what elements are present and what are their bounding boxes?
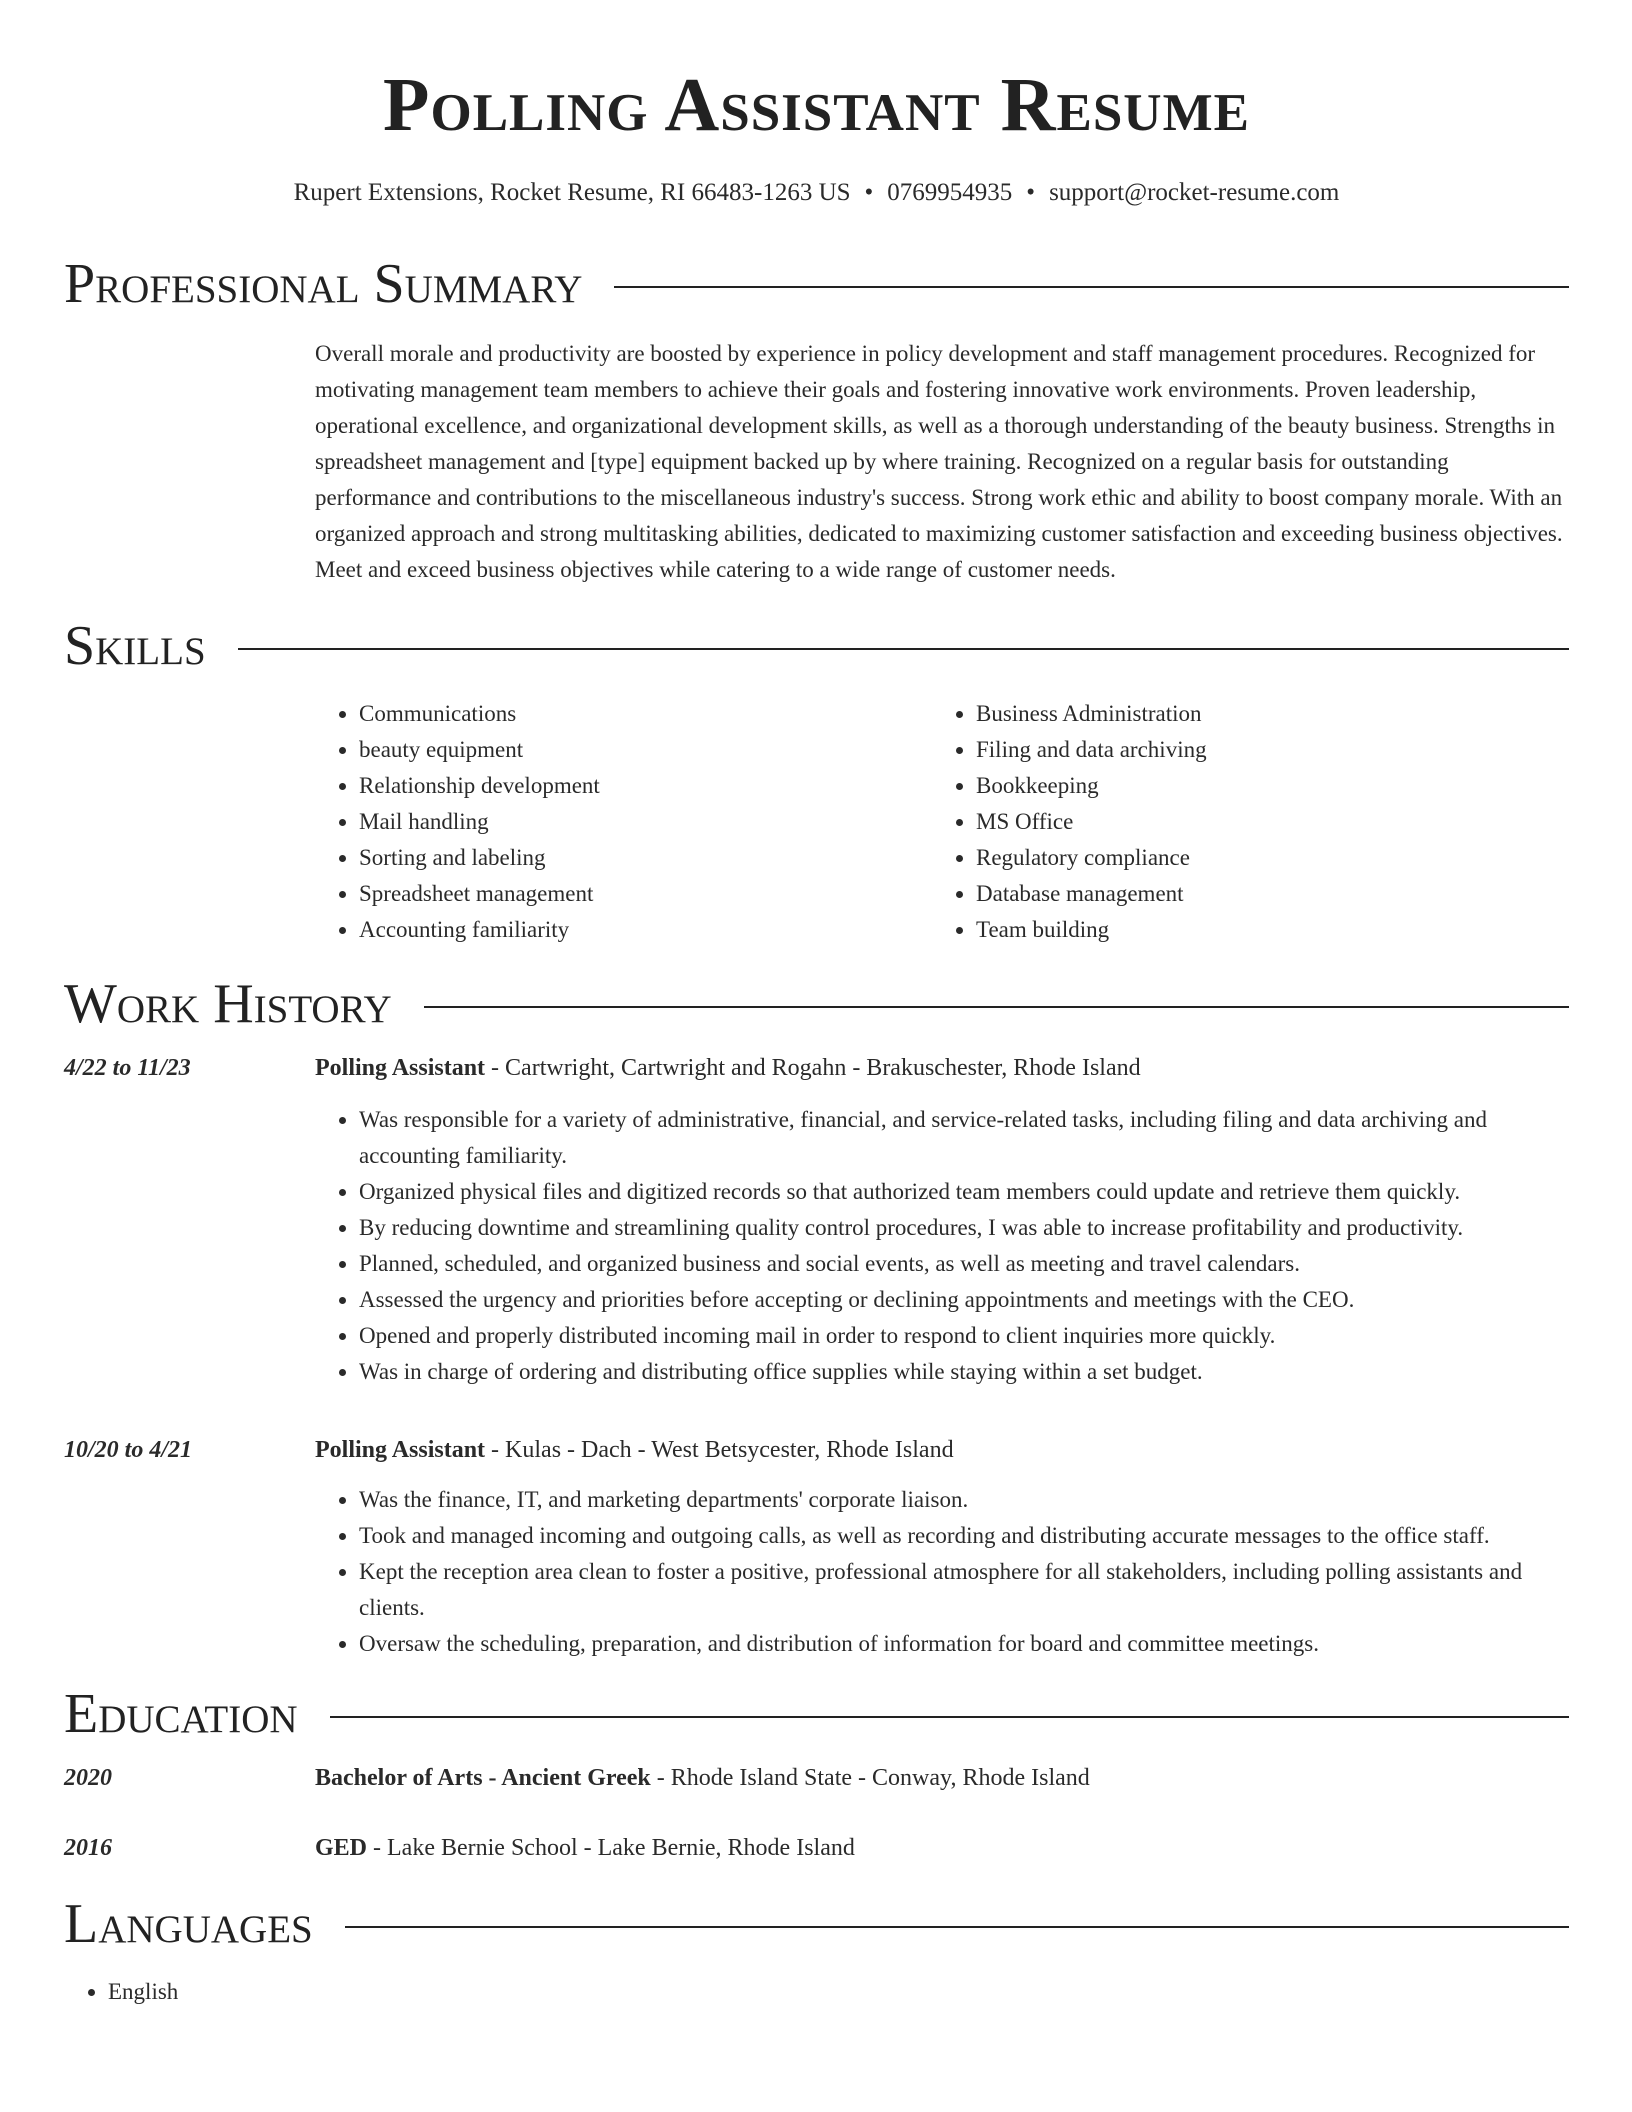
job-entry	[64, 1432, 1569, 1662]
skill-item: • Regulatory compliance	[976, 840, 1549, 876]
education-title: Education	[64, 1683, 298, 1745]
job-bullet: • Assessed the urgency and priorities before accepting or declining appointments and meetings with the CEO.	[359, 1282, 1569, 1318]
contact-address: Rupert Extensions, Rocket Resume, RI 66483-1263 US	[293, 179, 851, 206]
skills-column-right	[932, 696, 1549, 948]
job-bullet: • Opened and properly distributed incoming mail in order to respond to client inquiries more quickly.	[359, 1318, 1569, 1354]
resume-page	[64, 0, 1569, 2010]
skills-title: Skills	[64, 615, 206, 677]
skill-item: • beauty equipment	[359, 732, 932, 768]
job-bullet: • Was responsible for a variety of administrative, financial, and service-related tasks, including filing and data archiving and accounting familiarity.	[359, 1102, 1569, 1174]
skill-item: • Team building	[976, 912, 1549, 948]
skill-item: • Communications	[359, 696, 932, 732]
skill-item: • MS Office	[976, 804, 1549, 840]
job-heading	[315, 1050, 1569, 1086]
section-divider	[330, 1716, 1569, 1718]
contact-separator: •	[1026, 179, 1036, 206]
summary-section-header	[64, 252, 1569, 316]
education-year: 2016	[64, 1835, 112, 1861]
skill-item: • Filing and data archiving	[976, 732, 1549, 768]
education-entry	[64, 1830, 1569, 1866]
skill-item: • Accounting familiarity	[359, 912, 932, 948]
resume-title: Polling Assistant Resume	[383, 63, 1250, 147]
contact-phone: 0769954935	[887, 179, 1013, 206]
job-details: - Kulas - Dach - West Betsycester, Rhode Island	[485, 1437, 954, 1463]
section-divider	[345, 1926, 1569, 1928]
education-details: - Lake Bernie School - Lake Bernie, Rhode Island	[367, 1835, 855, 1861]
job-bullet: • Was the finance, IT, and marketing departments' corporate liaison.	[359, 1482, 1569, 1518]
skill-item: • Relationship development	[359, 768, 932, 804]
job-bullets	[315, 1482, 1569, 1662]
job-bullet: • Organized physical files and digitized records so that authorized team members could update and retrieve them quickly.	[359, 1174, 1569, 1210]
job-bullet: • Kept the reception area clean to foster a positive, professional atmosphere for all stakeholders, including polling assistants and clients.	[359, 1554, 1569, 1626]
job-bullet: • Planned, scheduled, and organized business and social events, as well as meeting and travel calendars.	[359, 1246, 1569, 1282]
education-year: 2020	[64, 1765, 112, 1791]
education-entry	[64, 1760, 1569, 1796]
skill-item: • Database management	[976, 876, 1549, 912]
job-role: Polling Assistant	[315, 1437, 486, 1463]
section-divider	[614, 286, 1569, 288]
job-bullet: • Took and managed incoming and outgoing calls, as well as recording and distributing accurate messages to the office staff.	[359, 1518, 1569, 1554]
contact-separator: •	[864, 179, 874, 206]
languages-title: Languages	[64, 1893, 313, 1955]
skills-list	[315, 696, 1569, 948]
contact-email: support@rocket-resume.com	[1049, 179, 1340, 206]
job-bullet: • Was in charge of ordering and distributing office supplies while staying within a set budget.	[359, 1354, 1569, 1390]
education-degree: Bachelor of Arts - Ancient Greek	[315, 1765, 651, 1791]
job-bullets	[315, 1102, 1569, 1390]
job-role: Polling Assistant	[315, 1055, 486, 1081]
job-entry	[64, 1050, 1569, 1390]
section-divider	[424, 1006, 1569, 1008]
skills-section-header	[64, 614, 1569, 678]
job-heading	[315, 1432, 1569, 1468]
skills-column-left	[315, 696, 932, 948]
contact-line	[64, 178, 1569, 208]
work-title: Work History	[64, 973, 392, 1035]
job-bullet: • By reducing downtime and streamlining quality control procedures, I was able to increase profitability and productivity.	[359, 1210, 1569, 1246]
summary-title: Professional Summary	[64, 253, 583, 315]
skill-item: • Spreadsheet management	[359, 876, 932, 912]
skill-item: • Mail handling	[359, 804, 932, 840]
section-divider	[238, 648, 1569, 650]
skill-item: • Business Administration	[976, 696, 1549, 732]
work-section-header	[64, 972, 1569, 1036]
languages-section-header	[64, 1892, 1569, 1956]
languages-list	[64, 1974, 1569, 2010]
job-dates: 10/20 to 4/21	[64, 1437, 193, 1463]
job-dates: 4/22 to 11/23	[64, 1055, 191, 1081]
language-item: • English	[108, 1974, 1569, 2010]
education-section-header	[64, 1682, 1569, 1746]
skill-item: • Sorting and labeling	[359, 840, 932, 876]
skill-item: • Bookkeeping	[976, 768, 1549, 804]
job-bullet: • Oversaw the scheduling, preparation, and distribution of information for board and committee meetings.	[359, 1626, 1569, 1662]
job-details: - Cartwright, Cartwright and Rogahn - Brakuschester, Rhode Island	[485, 1055, 1141, 1081]
education-details: - Rhode Island State - Conway, Rhode Island	[650, 1765, 1090, 1791]
education-degree: GED	[315, 1835, 368, 1861]
summary-text: Overall morale and productivity are boosted by experience in policy development and staff management procedures. Recognized for motivating management team members to achieve their goals and fostering innovative work environments. Proven leadership, operational excellence, and organizational development skills, as well as a thorough understanding of the beauty business. Strengths in spreadsheet management and [type] equipment backed up by where training. Recognized on a regular basis for outstanding performance and contributions to the miscellaneous industry's success. Strong work ethic and ability to boost company morale. With an organized approach and strong multitasking abilities, dedicated to maximizing customer satisfaction and exceeding business objectives. Meet and exceed business objectives while catering to a wide range of customer needs.	[315, 341, 1563, 582]
